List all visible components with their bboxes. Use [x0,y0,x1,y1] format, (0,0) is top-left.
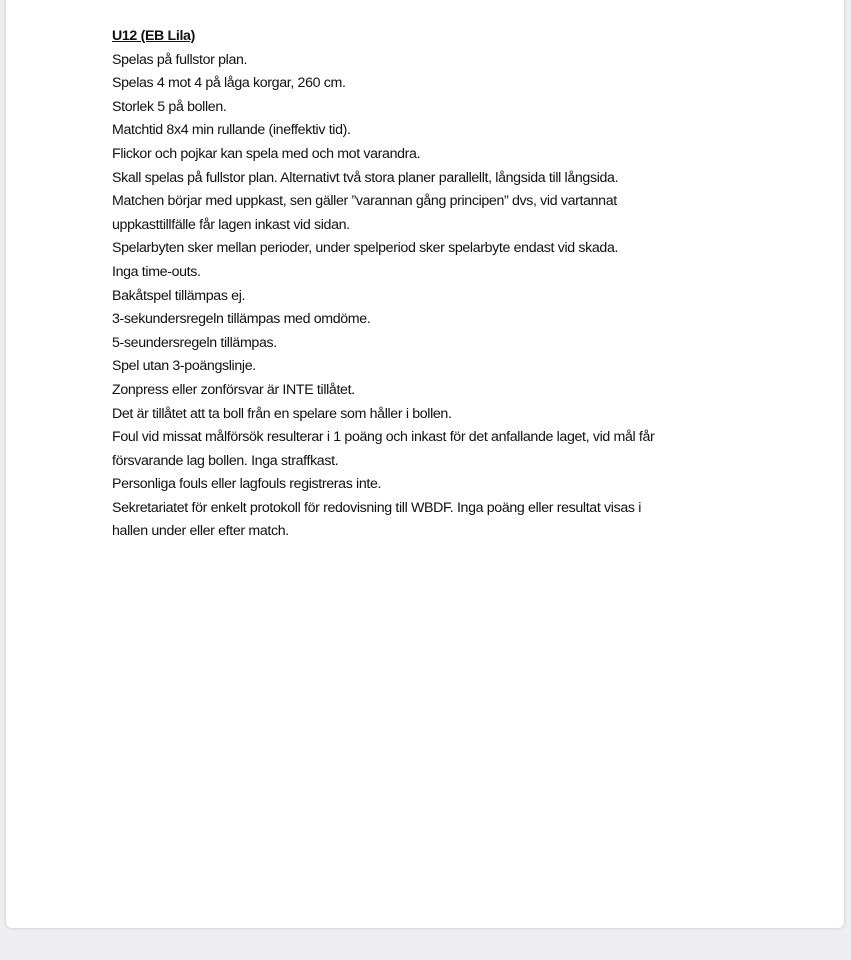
rule-line: Foul vid missat målförsök resulterar i 1 poäng och inkast för det anfallande laget, vid mål får [112,429,655,446]
rule-line: Det är tillåtet att ta boll från en spelare som håller i bollen. [112,405,452,422]
rule-line: uppkasttillfälle får lagen inkast vid sidan. [112,216,350,233]
rule-line: Sekretariatet för enkelt protokoll för redovisning till WBDF. Inga poäng eller resultat visas i [112,499,641,516]
rule-line: Flickor och pojkar kan spela med och mot varandra. [112,145,421,162]
rules-list [112,49,654,544]
rule-line: Zonpress eller zonförsvar är INTE tillåtet. [112,381,355,398]
rule-line: Inga time-outs. [112,263,201,280]
rule-line: Spelas på fullstor plan. [112,51,248,68]
rule-line: 5-seundersregeln tillämpas. [112,334,277,351]
rule-line: Matchen börjar med uppkast, sen gäller ”varannan gång principen” dvs, vid vartannat [112,193,617,210]
rule-line: Spelarbyten sker mellan perioder, under spelperiod sker spelarbyte endast vid skada. [112,240,619,257]
rule-line: Spel utan 3-poängslinje. [112,358,256,375]
rule-line: Storlek 5 på bollen. [112,98,227,115]
rule-line: Matchtid 8x4 min rullande (ineffektiv tid). [112,122,351,139]
rule-line: Skall spelas på fullstor plan. Alternativt två stora planer parallellt, långsida till långsida. [112,169,619,186]
document-title: U12 (EB Lila) [112,28,195,44]
document-page [6,0,844,928]
rule-line: försvarande lag bollen. Inga straffkast. [112,452,339,469]
rule-line: 3-sekundersregeln tillämpas med omdöme. [112,311,371,328]
rule-line: Bakåtspel tillämpas ej. [112,287,246,304]
rule-line: hallen under eller efter match. [112,523,289,540]
rule-line: Spelas 4 mot 4 på låga korgar, 260 cm. [112,75,346,92]
rule-line: Personliga fouls eller lagfouls registreras inte. [112,476,382,493]
document-content [112,25,654,544]
